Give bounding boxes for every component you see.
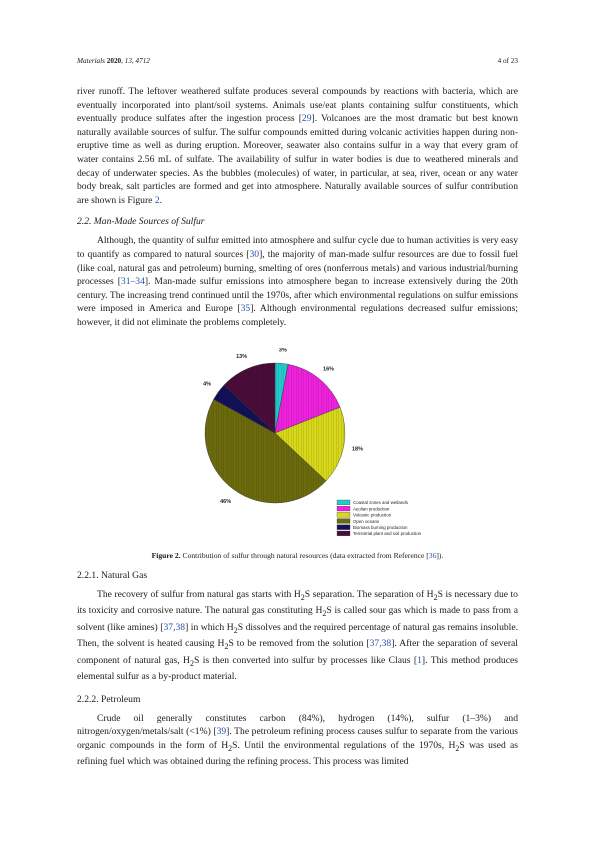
legend-label: Coastal zones and wetlands [353, 499, 408, 505]
legend-label: Terrestrial plant and soil production [353, 530, 421, 536]
section-heading-2-2-1: 2.2.1. Natural Gas [77, 569, 148, 581]
figure-link[interactable]: 2 [154, 194, 160, 206]
legend-swatch [337, 531, 350, 536]
legend-label: Biomass burning production [353, 524, 408, 530]
legend-swatch [337, 518, 350, 523]
citation-link[interactable]: 1 [417, 654, 422, 666]
journal-citation: Materials 2020, 13, 4712 [77, 57, 150, 65]
pie-data-label: 18% [352, 446, 364, 453]
pie-chart [191, 348, 421, 548]
pie-data-label: 46% [220, 498, 232, 505]
citation-link[interactable]: 35 [240, 303, 251, 315]
paragraph-natural-sources: river runoff. The leftover weathered sulfate produces several compounds by reactions with bacteria, which are eventually incorporated into plant/soil systems. Animals use/eat plants containing sulfur constituents, which eventually produce sulfates after the ingestion process [29]. Volcanoes are the most dramatic but best known naturally available sources of sulfur. The sulfur compounds emitted during volcanic activities happen during non-eruptive time as well as during eruption. Moreover, seawater also contains sulfur in a way that every gram of water contains 2.56 mL of sulfate. The availability of sulfur in water bodies is due to weathered minerals and decay of underwater species. As the bubbles (molecules) of water, in particular, at sea, river, ocean or any water body break, salt particles are formed and get into atmosphere. Naturally available sources of sulfur contribution are shown is Figure 2. [77, 86, 518, 206]
legend-label: Open oceans [353, 518, 380, 524]
citation-link[interactable]: 37,38 [163, 621, 186, 633]
legend-swatch [337, 524, 350, 529]
citation-link[interactable]: 30 [249, 248, 260, 260]
legend-label: Aeolian production [353, 505, 390, 511]
paragraph-petroleum: Crude oil generally constitutes carbon (84%), hydrogen (14%), sulfur (1–3%) and nitrogen/oxygen/metals/salt (<1%) [39]. The petroleum refining process causes sulfur to separate from the various organic compounds in the form of $H_2S$. Until the environmental regulations of the 1970s, $H_2S$ was used as refining fuel which was obtained during the refining process. This process was limited [77, 712, 518, 768]
article-body [77, 85, 518, 769]
paragraph-man-made-sources: Although, the quantity of sulfur emitted into atmosphere and sulfur cycle due to human activities is very easy to quantify as compared to natural sources [30], the majority of man-made sulfur resources are due to fossil fuel (like coal, natural gas and petroleum) burning, smelting of ores (nonferrous metals) and various industrial/burning processes [31–34]. Man-made sulfur emissions into atmosphere began to increase extensively during the 20th century. The increasing trend continued until the 1970s, after which environmental regulations on sulfur emissions were imposed in America and Europe [35]. Although environmental regulations decreased sulfur emissions; however, it did not eliminate the problems completely. [77, 235, 518, 328]
figure-2 [77, 348, 518, 548]
pie-data-label: 13% [236, 353, 248, 360]
legend-swatch [337, 500, 350, 505]
page-number: 4 of 23 [497, 57, 518, 65]
section-heading-2-2: 2.2. Man-Made Sources of Sulfur [77, 216, 205, 228]
citation-link[interactable]: 31–34 [120, 276, 145, 288]
page-header [77, 57, 518, 65]
legend-swatch [337, 512, 350, 517]
citation-link[interactable]: 29 [301, 113, 312, 125]
citation-link[interactable]: 36 [428, 550, 437, 560]
legend-label: Volcanic production [353, 512, 392, 518]
paragraph-natural-gas: The recovery of sulfur from natural gas starts with $H_2S$ separation. The separation of $H_2S$ is necessary due to its toxicity and corrosive nature. The natural gas constituting $H_2S$ is called sour gas which is made to pass from a solvent (like amines) [37,38] in which $H_2S$ dissolves and the required percentage of natural gas remains insoluble. Then, the solvent is heated causing $H_2S$ to be removed from the solution [37,38]. After the separation of several component of natural gas, $H_2S$ is then converted into sulfur by processes like Claus [1]. This method produces elemental sulfur as a by-product material. [77, 588, 518, 682]
legend-swatch [337, 506, 350, 511]
pie-data-label: 16% [323, 365, 335, 372]
citation-link[interactable]: 37,38 [369, 638, 392, 649]
figure-caption: Figure 2. Contribution of sulfur through natural resources (data extracted from Reference [36]). [151, 550, 444, 560]
pie-data-label: 4% [203, 381, 212, 388]
pie-data-label: 3% [278, 347, 287, 353]
section-heading-2-2-2: 2.2.2. Petroleum [77, 693, 141, 705]
citation-link[interactable]: 39 [216, 726, 227, 738]
